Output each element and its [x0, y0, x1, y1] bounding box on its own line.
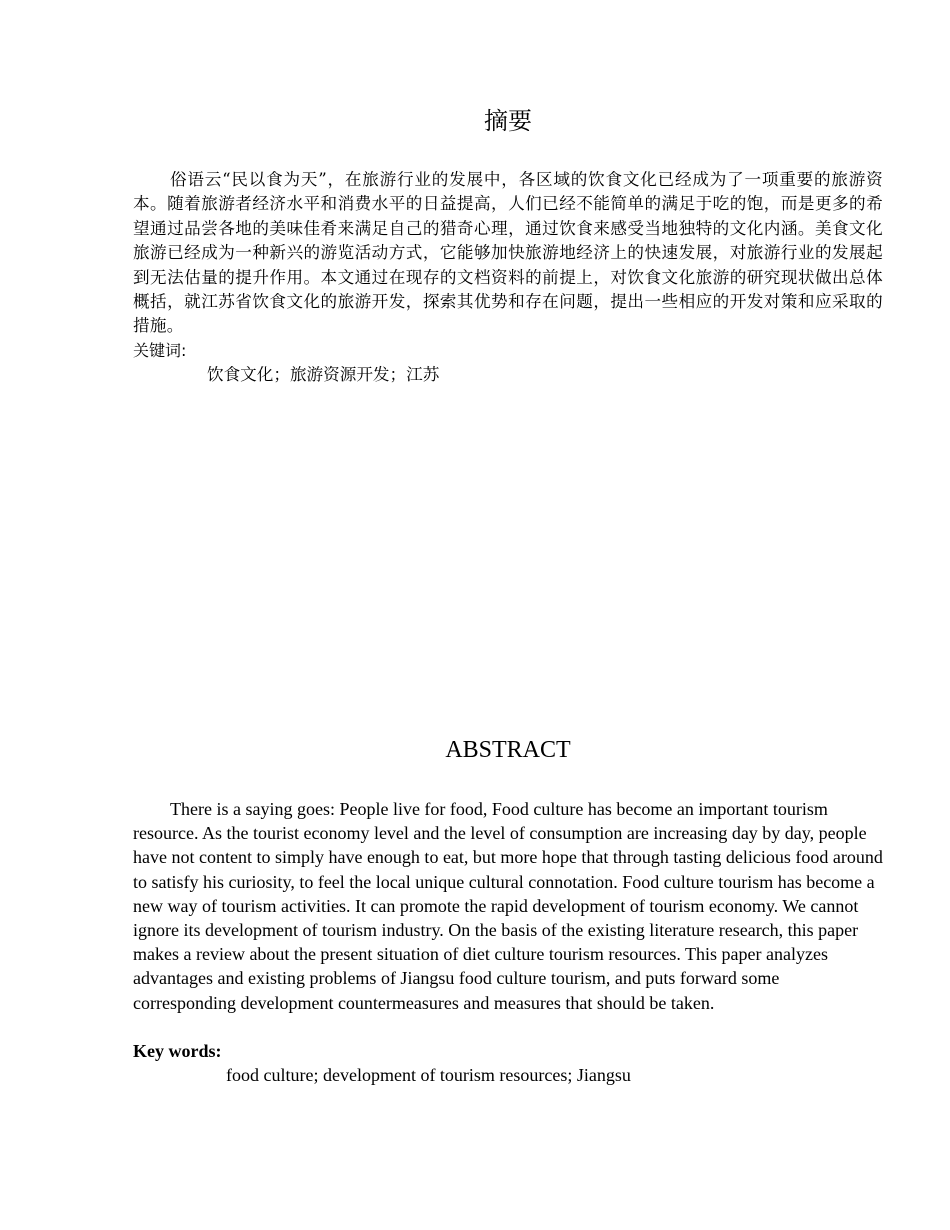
chinese-abstract-body: 俗语云“民以食为天”，在旅游行业的发展中，各区域的饮食文化已经成为了一项重要的旅游资本。随着旅游者经济水平和消费水平的日益提高，人们已经不能简单的满足于吃的饱，而是更多的希望通过品尝各地的美味佳肴来满足自己的猎奇心理，通过饮食来感受当地独特的文化内涵。美食文化旅游已经成为一种新兴的游览活动方式，它能够加快旅游地经济上的快速发展，对旅游行业的发展起到无法估量的提升作用。本文通过在现存的文档资料的前提上，对饮食文化旅游的研究现状做出总体概括，就江苏省饮食文化的旅游开发，探索其优势和存在问题，提出一些相应的开发对策和应采取的措施。: [133, 170, 883, 336]
english-abstract-title: ABSTRACT: [445, 737, 571, 763]
english-abstract-body: There is a saying goes: People live for food, Food culture has become an important tourism resource. As the tourist economy level and the level of consumption are increasing day by day, people have not content to simply have enough to eat, but more hope that through tasting delicious food around to satisfy his curiosity, to feel the local unique cultural connotation. Food culture tourism has become a new way of tourism activities. It can promote the rapid development of tourism economy. We cannot ignore its development of tourism industry. On the basis of the existing literature research, this paper makes a review about the present situation of diet culture tourism resources. This paper analyzes advantages and existing problems of Jiangsu food culture tourism, and puts forward some corresponding development countermeasures and measures that should be taken.: [133, 799, 883, 1013]
chinese-keywords-label: 关键词:: [133, 341, 187, 360]
chinese-abstract-title: 摘要: [484, 107, 532, 135]
english-keywords-label: Key words:: [133, 1041, 222, 1061]
english-keywords: food culture; development of tourism resources; Jiangsu: [226, 1065, 631, 1085]
chinese-keywords: 饮食文化；旅游资源开发；江苏: [207, 365, 440, 384]
